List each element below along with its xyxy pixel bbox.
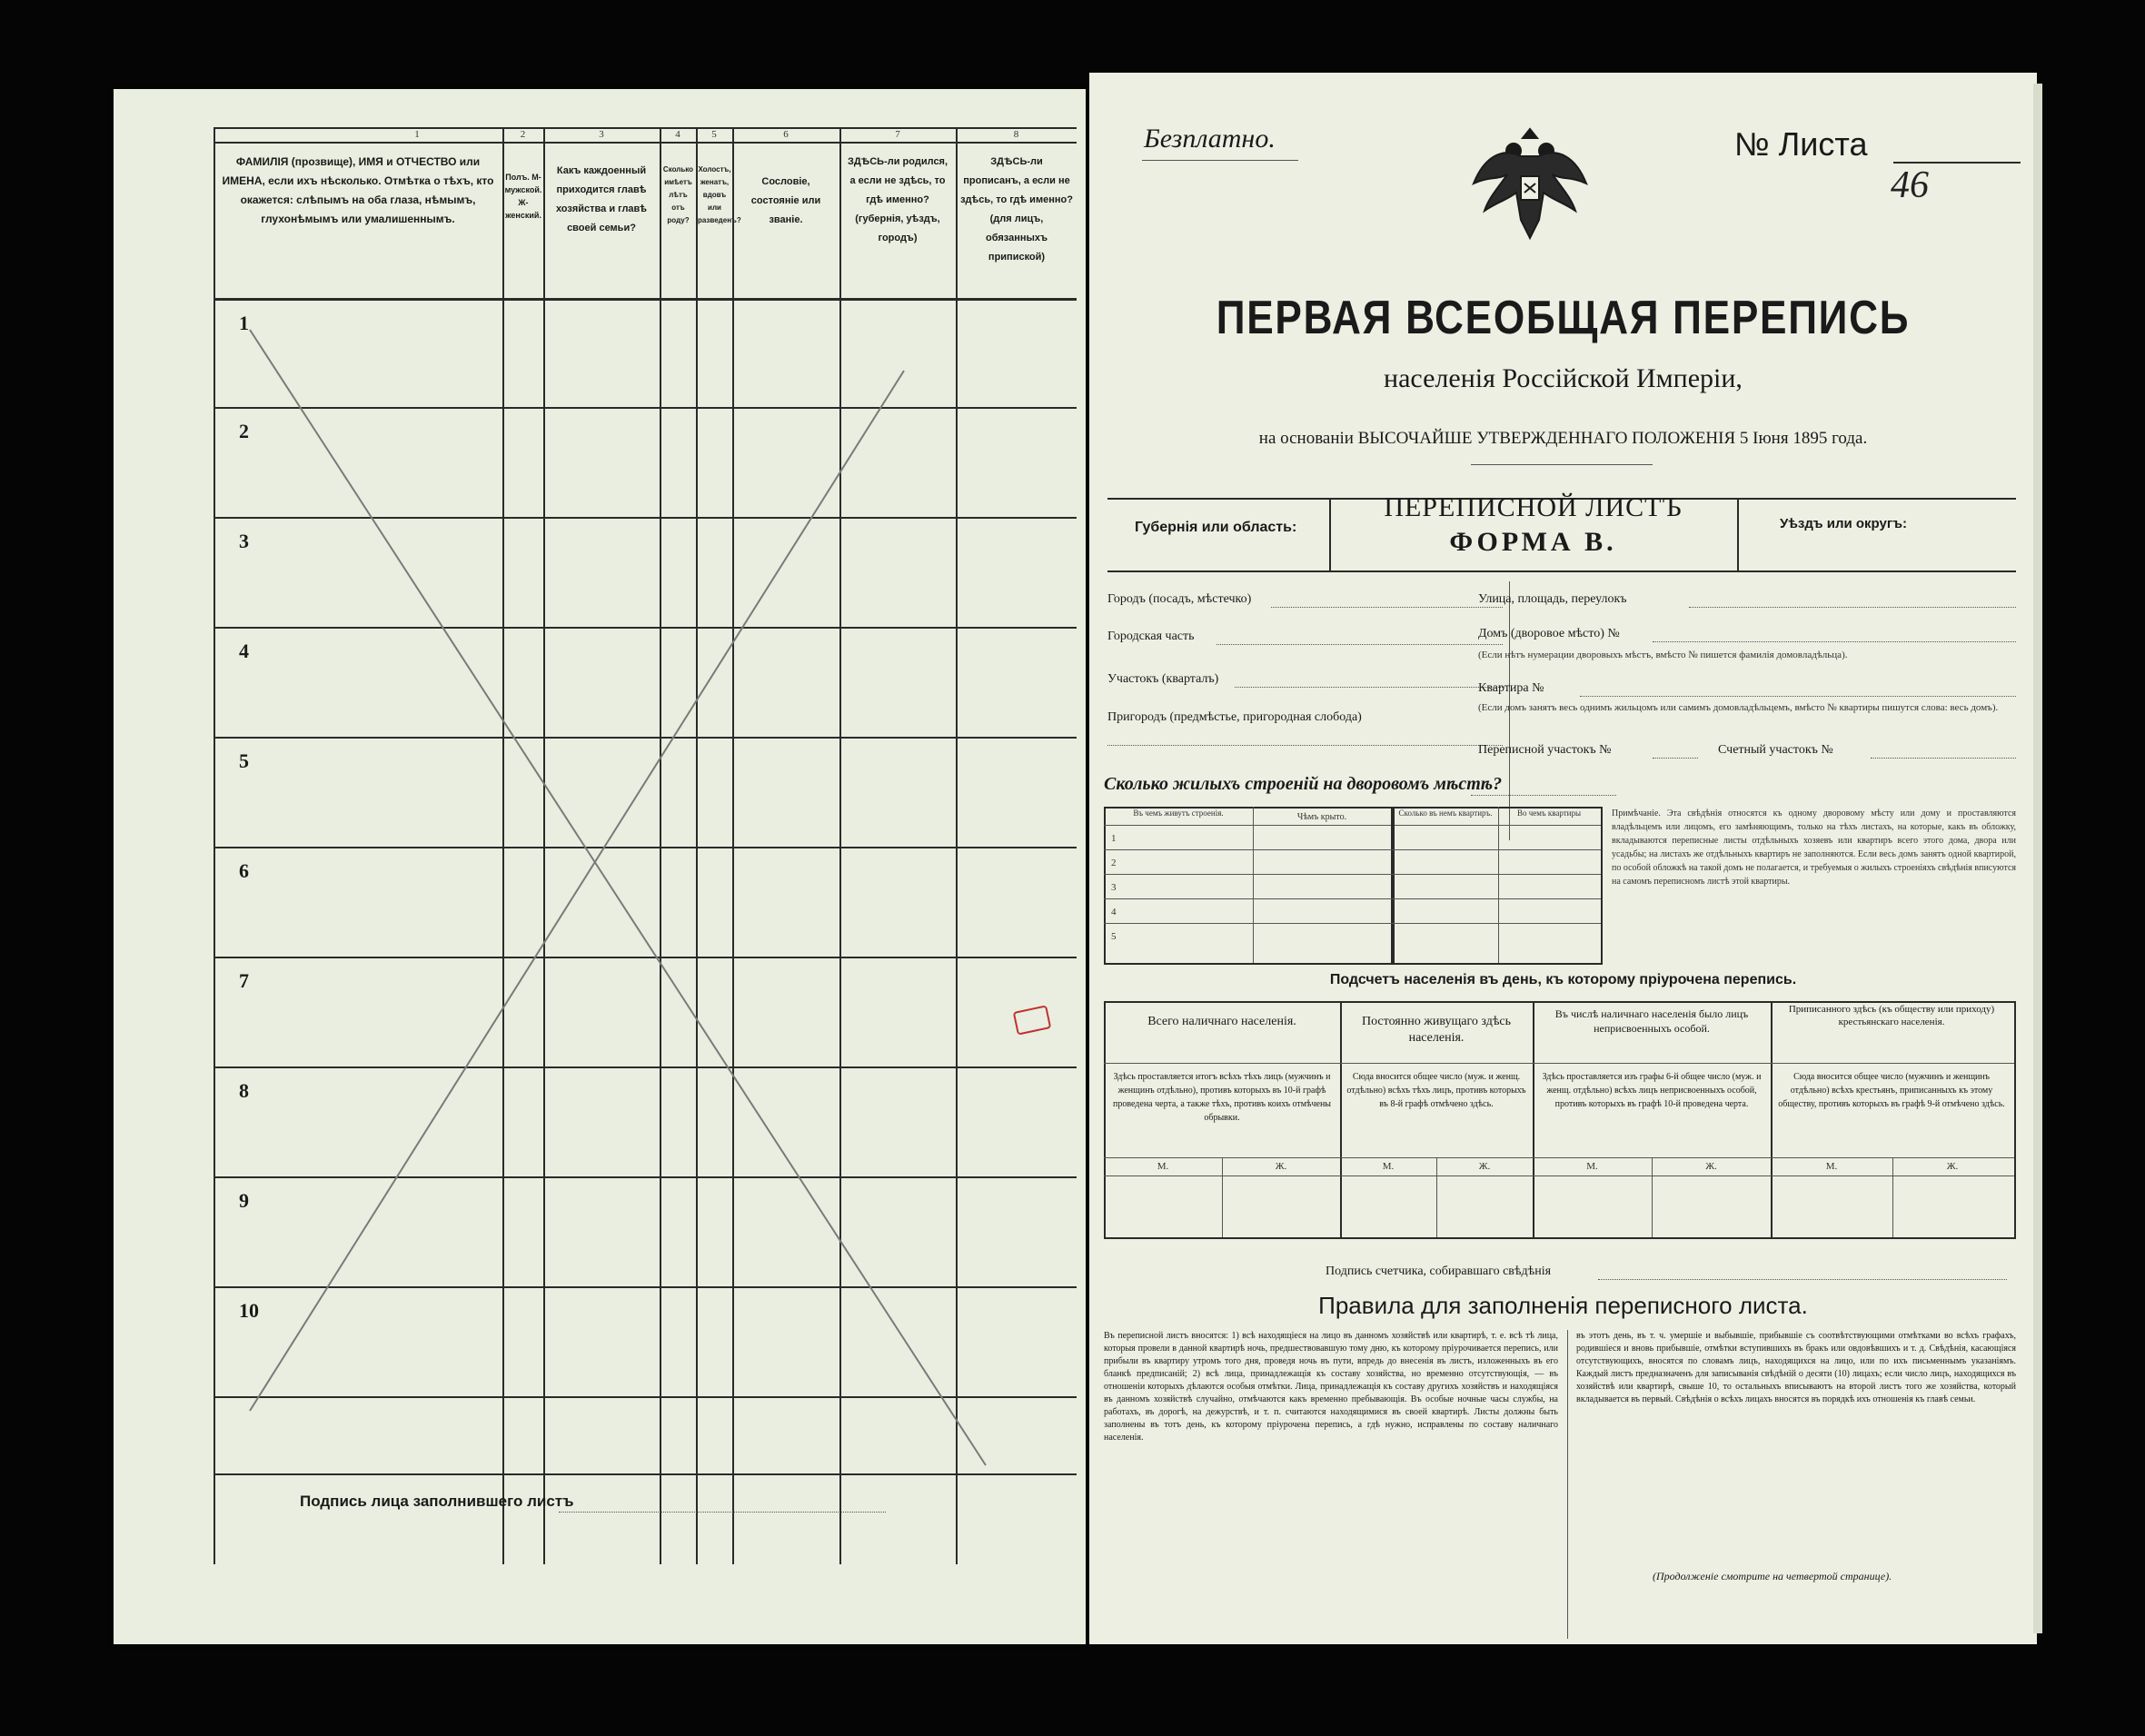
population-header-line <box>1104 1063 2014 1064</box>
row-number: 6 <box>239 859 249 882</box>
census-basis: на основаніи ВЫСОЧАЙШЕ УТВЕРЖДЕННАГО ПОЛОЖЕНІЯ 5 Іюня 1895 года. <box>1258 429 1868 448</box>
buildings-question: Сколько жилыхъ строеній на дворовомъ мѣстѣ? <box>1104 774 1503 794</box>
sheet-number-label: № Листа <box>1734 125 1868 163</box>
column-header-estate: Сословіе, состояніе или званіе. <box>750 176 821 225</box>
count-district-label: Счетный участокъ № <box>1718 743 1833 757</box>
free-of-charge-label: Безплатно. <box>1144 124 1276 154</box>
column-number: 8 <box>1013 129 1019 140</box>
sex-label: Ж. <box>1946 1161 1959 1172</box>
buildings-table <box>1104 807 1603 965</box>
population-col <box>1771 1001 1773 1237</box>
row-number: 2 <box>239 420 249 442</box>
apartment-field-label: Квартира № <box>1478 681 1544 695</box>
apartment-field[interactable] <box>1580 696 2016 697</box>
population-col <box>1533 1001 1534 1237</box>
buildings-col <box>1253 807 1254 963</box>
population-col-body-peasant: Сюда вносится общее число (мужчинъ и женщинъ отдѣльно) всѣхъ крестьянъ, приписанныхъ къ этому обществу, противъ которыхъ въ графѣ 9-й отмѣчено здѣсь. <box>1778 1072 2005 1109</box>
buildings-answer-field[interactable] <box>1471 795 1616 796</box>
column-number: 2 <box>520 129 526 140</box>
sex-label: Ж. <box>1478 1161 1491 1172</box>
census-sheet-left-page <box>114 89 1086 1644</box>
column-number: 7 <box>895 129 900 140</box>
row-number: 3 <box>239 530 249 552</box>
row-number: 9 <box>239 1189 249 1212</box>
enumerator-signature-field[interactable] <box>1598 1279 2007 1280</box>
gubernia-label: Губернія или область: <box>1135 520 1297 535</box>
census-district-label: Переписной участокъ № <box>1478 743 1612 757</box>
buildings-header: Во чемъ квартиры <box>1516 808 1582 818</box>
population-col-title-total: Всего наличнаго населенія. <box>1147 1015 1296 1028</box>
census-subtitle: населенія Россійской Имперіи, <box>1384 363 1743 393</box>
sex-label: М. <box>1382 1161 1395 1172</box>
pencil-cross-out-marks <box>114 89 1086 1644</box>
column-header-relation: Какъ каждоенный приходится главѣ хозяйства и главѣ своей семьи? <box>555 165 648 233</box>
buildings-table-header-line <box>1104 825 1601 826</box>
buildings-col <box>1498 807 1499 963</box>
population-col-body-total: Здѣсь проставляется итогъ всѣхъ тѣхъ лицъ (мужчинъ и женщинъ отдѣльно), противъ которыхъ въ 10-й графѣ проведена черта, а также тѣхъ, противъ коихъ отмѣчены обрывки. <box>1112 1072 1332 1123</box>
row-number: 8 <box>239 1079 249 1102</box>
population-col-body-nonresident: Здѣсь проставляется изъ графы 6-й общее число (муж. и женщ. отдѣльно) всѣхъ лицъ неприсвоенныхъ особой, противъ которыхъ въ графѣ 10-й проведена черта. <box>1542 1072 1762 1109</box>
column-number: 4 <box>675 129 680 140</box>
sex-label: Ж. <box>1705 1161 1717 1172</box>
census-title: ПЕРВАЯ ВСЕОБЩАЯ ПЕРЕПИСЬ <box>1216 292 1911 344</box>
buildings-row-line <box>1104 898 1601 899</box>
row-number: 4 <box>239 640 249 662</box>
buildings-note: Примѣчаніе. Эта свѣдѣнія относятся къ одному дворовому мѣсту или дому и проставляются владѣльцемъ или лицомъ, его замѣняющимъ, только на тѣхъ листахъ, на которые, какъ въ обложку, вкладываются переписные листы отдѣльныхъ хозяевъ или квартиръ всего этого дома, двора или усадьбы; на листахъ же отдѣльныхъ квартиръ не заполняются. Если весь домъ занятъ одной квартирой, по особой обложкѣ на такой домъ не полагается, и требуемыя о жилыхъ строеніяхъ свѣдѣнія вписуются на самомъ переписномъ листѣ этой квартиры. <box>1612 808 2016 887</box>
row-number: 1 <box>239 312 249 334</box>
house-field-note: (Если нѣтъ нумерации дворовыхъ мѣстъ, вмѣсто № пишется фамилія домовладѣльца). <box>1478 650 1848 660</box>
row-number: 5 <box>239 749 249 772</box>
buildings-row-number: 5 <box>1111 931 1117 942</box>
buildings-row-line <box>1104 874 1601 875</box>
census-sheet-right-content <box>1089 73 2037 1644</box>
enumerator-signature-label: Подпись счетчика, собиравшаго свѣдѣнія <box>1326 1265 1552 1278</box>
buildings-header: Въ чемъ живутъ строенія. <box>1133 808 1224 818</box>
buildings-row-line <box>1104 849 1601 850</box>
population-col-title-permanent: Постоянно живущаго здѣсь населенія. <box>1361 1015 1512 1045</box>
signature-label: Подпись лица заполнившего листъ <box>300 1493 574 1510</box>
house-field[interactable] <box>1653 641 2016 642</box>
column-header-registration: ЗДѢСЬ-ли прописанъ, а если не здѣсь, то гдѣ именно? (для лицъ, обязанныхъ припиской) <box>960 156 1073 263</box>
sex-label: М. <box>1586 1161 1598 1172</box>
census-district-field[interactable] <box>1653 758 1698 759</box>
sheet-number-handwritten: 46 <box>1891 164 1929 206</box>
population-col-body-permanent: Сюда вносится общее число (муж. и женщ. отдѣльно) всѣхъ тѣхъ лицъ, противъ которыхъ въ 8-й графѣ отмѣчено здѣсь. <box>1346 1072 1526 1109</box>
column-header-sex: Полъ. М-мужской. Ж-женский. <box>504 173 542 220</box>
sex-label: Ж. <box>1275 1161 1287 1172</box>
column-number: 6 <box>783 129 789 140</box>
street-field[interactable] <box>1689 607 2016 608</box>
rules-title: Правила для заполненія переписного листа. <box>1318 1292 1808 1319</box>
column-header-age: Сколько имѣетъ лѣтъ отъ роду? <box>662 165 694 224</box>
rules-continuation-note: (Продолженіе смотрите на четвертой странице). <box>1653 1570 1892 1582</box>
rules-right-column: въ этотъ день, въ т. ч. умершіе и выбывшіе, прибывшіе съ соотвѣтствующими отмѣтками во всѣхъ графахъ, родившіеся и вновь прибывшіе, отмѣтки вступившихъ въ бракъ или овдовѣвшихъ и т. д. Свѣдѣнія, касающіяся отсутствующихъ, вносятся по словамъ лицъ, находящихся на лицо, или по ихъ письменнымъ указаніямъ. Каждый листъ предназначенъ для записыванія свѣдѣній о десяти (10) лицахъ; если число лицъ, находящихся въ хозяйствѣ или квартирѣ, свыше 10, то остальныхъ вписываютъ на второй листъ того же хозяйства, который вкладывается въ первый. Свѣдѣнія о всѣхъ лицахъ вносятся въ порядкѣ ихъ отношенія къ главѣ семьи. <box>1576 1331 2016 1404</box>
population-col-title-peasant: Приписанного здѣсь (къ обществу или приходу) крестьянскаго населенія. <box>1788 1004 1995 1027</box>
column-header-name: ФАМИЛІЯ (прозвище), ИМЯ и ОТЧЕСТВО или ИМЕНА, если ихъ нѣсколько. Отмѣтка о тѣхъ, кто окажется: слѣпымъ на оба глаза, нѣмымъ, глухонѣмымъ или умалишеннымъ. <box>222 155 494 225</box>
population-body-line <box>1104 1157 2014 1158</box>
population-col-title-nonresident: Въ числѣ наличнаго населенія было лицъ неприсвоенныхъ особой. <box>1554 1007 1749 1035</box>
buildings-col-bold <box>1391 807 1395 963</box>
sex-label: М. <box>1157 1161 1169 1172</box>
city-field-label: Городъ (посадъ, мѣстечко) <box>1107 592 1252 606</box>
buildings-row-number: 2 <box>1111 858 1117 868</box>
signature-line <box>559 1512 886 1513</box>
rules-left-column: Въ переписной листъ вносятся: 1) всѣ находящіеся на лицо въ данномъ хозяйствѣ или квартирѣ, т. е. всѣ тѣ лица, которыя провели в данной квартирѣ ночь, предшествовавшую тому дню, къ которому пріурочивается перепись, или прибыли въ квартиру утромъ того дня, проведя ночь въ пути, впредь до внесенія въ листъ, изложенныхъ въ его бланкѣ предписаній; 2) всѣ лица, принадлежащія къ составу хозяйства, но временно отсутствующія, — въ отношеніи которыхъ дѣлаются особыя отмѣтки. Лица, принадлежащія къ составу другихъ хозяйствъ и находящіяся въ данномъ хозяйствѣ случайно, отмѣчаются какъ временно пребывающія. Въ особые ночные часы службы, на работахъ, въ дорогѣ, на дежурствѣ, и т. п. считаются находящимися въ своей квартирѣ. Листы должны быть заполнены въ тотъ день, къ которому пріурочена перепись, а гдѣ нужно, исправлены по составу наличнаго населенія. <box>1104 1331 1558 1443</box>
row-number: 10 <box>239 1299 259 1322</box>
rules-column-divider <box>1567 1330 1568 1639</box>
form-title: ПЕРЕПИСНОЙ ЛИСТЪ <box>1384 492 1683 522</box>
city-part-field-label: Городская часть <box>1107 630 1195 643</box>
count-district-field[interactable] <box>1871 758 2016 759</box>
street-field-label: Улица, площадь, переулокъ <box>1478 592 1627 606</box>
population-col <box>1340 1001 1342 1237</box>
buildings-row-number: 4 <box>1111 907 1117 918</box>
apartment-field-note: (Если домъ занятъ весь однимъ жильцомъ или самимъ домовладѣльцемъ, вмѣсто № квартиры пишутся слова: весь домъ). <box>1478 702 1999 713</box>
form-name: ФОРМА В. <box>1449 527 1617 557</box>
buildings-header: Чѣмъ крыто. <box>1296 812 1347 822</box>
sex-label: М. <box>1825 1161 1838 1172</box>
column-number: 3 <box>599 129 604 140</box>
precinct-field-label: Участокъ (кварталъ) <box>1107 672 1219 686</box>
column-header-birthplace: ЗДѢСЬ-ли родился, а если не здѣсь, то гдѣ именно? (губернія, уѣздъ, городъ) <box>847 156 948 243</box>
column-number: 5 <box>711 129 717 140</box>
buildings-row-number: 1 <box>1111 833 1117 844</box>
buildings-row-number: 3 <box>1111 882 1117 893</box>
column-header-marital: Холостъ, женатъ, вдовъ или разведенъ? <box>698 165 741 224</box>
house-field-label: Домъ (дворовое мѣсто) № <box>1478 627 1620 640</box>
population-count-title: Подсчетъ населенія въ день, къ которому пріурочена перепись. <box>1329 972 1797 987</box>
row-number: 7 <box>239 969 249 992</box>
buildings-row-line <box>1104 923 1601 924</box>
column-number: 1 <box>414 129 420 140</box>
suburb-field-label: Пригородъ (предмѣстье, пригородная слобода) <box>1107 710 1362 724</box>
uezd-label: Уѣздъ или округъ: <box>1780 516 1908 531</box>
buildings-header: Сколько въ немъ квартиръ. <box>1398 808 1493 818</box>
